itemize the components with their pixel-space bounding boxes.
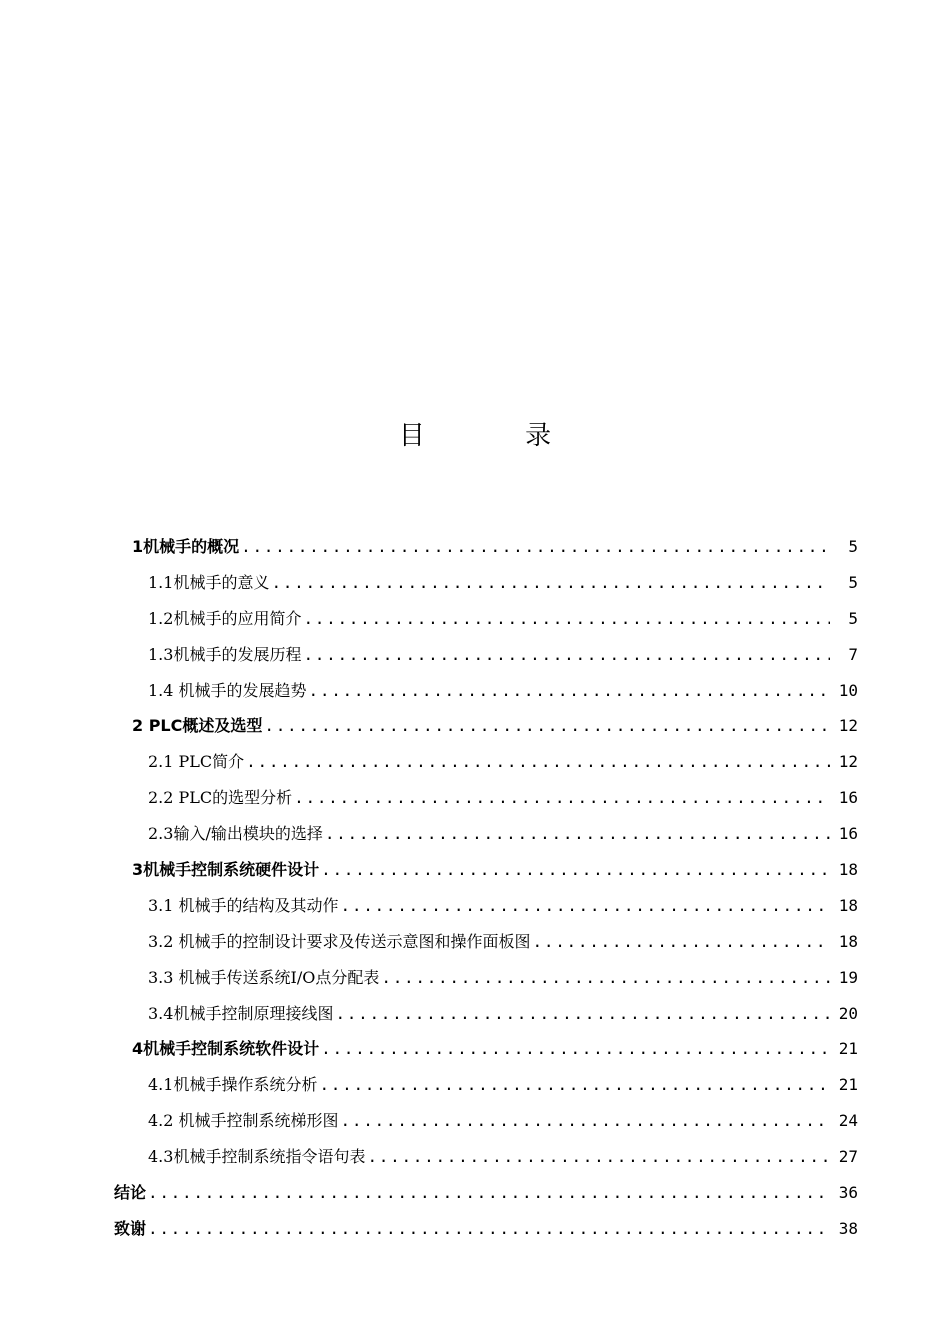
toc-entry-page-number: 18 [838,931,858,951]
toc-entry-page-number: 12 [838,752,858,772]
toc-dot-leader [533,932,830,952]
toc-entry[interactable] [0,888,950,924]
toc-entry-label: 3.2 机械手的控制设计要求及传送示意图和操作面板图 [148,931,531,951]
toc-dot-leader [241,537,830,557]
toc-dot-leader [271,573,830,593]
toc-entry-label: 1机械手的概况 [132,536,240,556]
toc-entry-page-number: 19 [838,967,858,987]
toc-entry-label: 1.1机械手的意义 [148,572,270,592]
toc-dot-leader [148,1183,830,1203]
toc-entry-label: 结论 [114,1182,147,1202]
toc-dot-leader [303,609,830,629]
toc-entry-page-number: 5 [848,608,858,628]
toc-entry-page-number: 5 [848,536,858,556]
toc-entry[interactable] [0,1211,950,1247]
toc-dot-leader [341,1111,830,1131]
toc-entry-page-number: 5 [848,572,858,592]
toc-entry[interactable] [0,1175,950,1211]
toc-entry-page-number: 18 [838,895,858,915]
toc-dot-leader [321,1039,830,1059]
toc-entry-page-number: 36 [838,1182,858,1202]
toc-entry-label: 4.1机械手操作系统分析 [148,1075,318,1095]
toc-entry[interactable] [0,816,950,852]
toc-entry-page-number: 16 [838,788,858,808]
toc-dot-leader [321,860,830,880]
toc-dot-leader [264,716,830,736]
toc-entry-label: 3.3 机械手传送系统I/O点分配表 [148,967,380,987]
toc-entry-page-number: 10 [838,680,858,700]
toc-entry[interactable] [0,673,950,709]
toc-dot-leader [325,824,830,844]
toc-dot-leader [246,752,830,772]
toc-dot-leader [381,968,830,988]
toc-entry-page-number: 27 [838,1147,858,1167]
toc-entry-page-number: 21 [838,1075,858,1095]
toc-entry[interactable] [0,708,950,744]
toc-dot-leader [335,1004,830,1024]
toc-entry-page-number: 7 [848,644,858,664]
toc-entry-label: 4机械手控制系统软件设计 [132,1039,320,1059]
toc-entry-page-number: 24 [838,1111,858,1131]
toc-entry-label: 2.3输入/输出模块的选择 [148,824,323,844]
toc-entry[interactable] [0,1031,950,1067]
toc-entry[interactable] [0,1103,950,1139]
toc-entry-page-number: 21 [838,1039,858,1059]
toc-dot-leader [294,788,830,808]
toc-dot-leader [309,681,830,701]
toc-entry-page-number: 38 [838,1218,858,1238]
toc-entry-label: 致谢 [114,1218,147,1238]
toc-entry[interactable] [0,960,950,996]
page-title: 目 录 [398,421,598,451]
toc-entry[interactable] [0,744,950,780]
toc-entry[interactable] [0,601,950,637]
toc-entry[interactable] [0,852,950,888]
toc-entry[interactable] [0,565,950,601]
toc-entry-label: 4.2 机械手控制系统梯形图 [148,1111,339,1131]
toc-entry-page-number: 12 [838,716,858,736]
toc-entry-label: 1.2机械手的应用简介 [148,608,302,628]
toc-entry-page-number: 16 [838,824,858,844]
toc-entry-label: 3.1 机械手的结构及其动作 [148,895,339,915]
toc-entry[interactable] [0,924,950,960]
toc-entry-label: 3机械手控制系统硬件设计 [132,859,320,879]
toc-entry-page-number: 20 [838,1003,858,1023]
toc-entry-label: 2.2 PLC的选型分析 [148,788,293,808]
toc-entry[interactable] [0,637,950,673]
toc-dot-leader [303,645,830,665]
toc-entry-label: 1.3机械手的发展历程 [148,644,302,664]
toc-entry[interactable] [0,529,950,565]
toc-entry-label: 2 PLC概述及选型 [132,716,263,736]
toc-entry-page-number: 18 [838,859,858,879]
toc-entry[interactable] [0,780,950,816]
toc-dot-leader [341,896,830,916]
toc-entry-label: 4.3机械手控制系统指令语句表 [148,1147,366,1167]
toc-entry[interactable] [0,996,950,1032]
toc-entry-label: 1.4 机械手的发展趋势 [148,680,307,700]
toc-entry[interactable] [0,1067,950,1103]
toc-dot-leader [319,1075,830,1095]
table-of-contents [0,529,950,1247]
toc-entry[interactable] [0,1139,950,1175]
toc-entry-label: 3.4机械手控制原理接线图 [148,1003,334,1023]
toc-dot-leader [367,1147,830,1167]
toc-dot-leader [148,1219,830,1239]
toc-entry-label: 2.1 PLC简介 [148,752,245,772]
